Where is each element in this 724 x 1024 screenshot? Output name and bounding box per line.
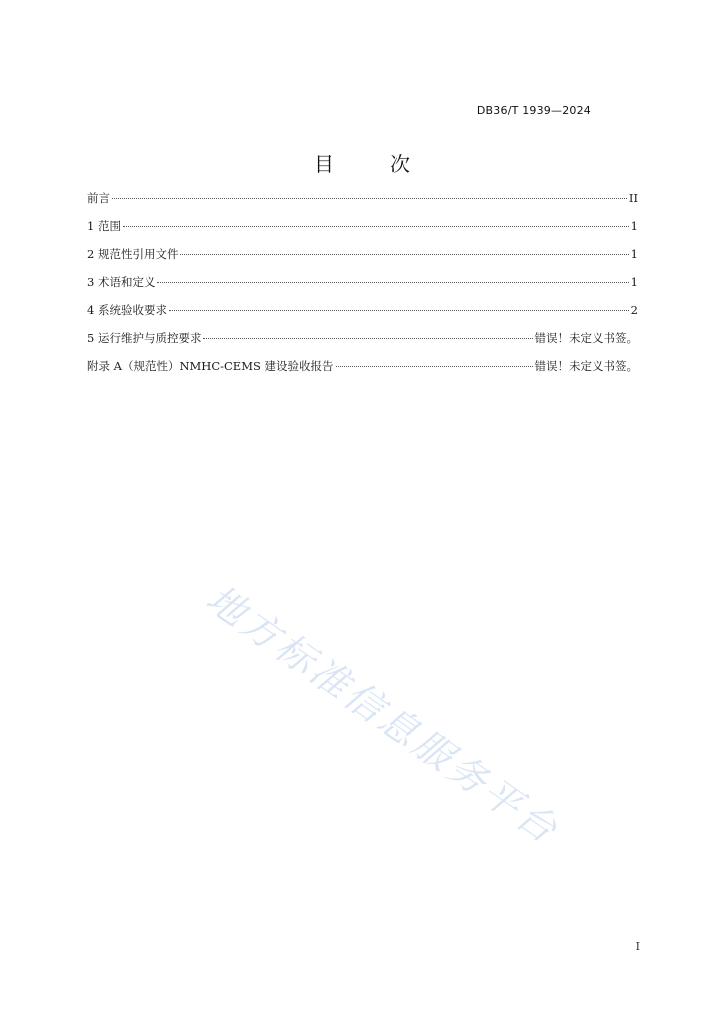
toc-entry-page: 1 [630, 219, 638, 233]
page-number: I [635, 940, 640, 953]
toc-title: 目 次 [314, 152, 428, 176]
toc-dot-leader [203, 338, 532, 339]
toc-entry-page: 2 [630, 303, 638, 317]
toc-entry-page: 错误！未定义书签。 [534, 359, 638, 373]
toc-entry-terms-definitions[interactable] [87, 274, 638, 302]
toc-entry-label: 4 系统验收要求 [87, 303, 167, 317]
toc-entry-normative-references[interactable] [87, 246, 638, 274]
table-of-contents [87, 190, 638, 386]
toc-entry-scope[interactable] [87, 218, 638, 246]
toc-dot-leader [157, 282, 628, 283]
toc-entry-foreword[interactable] [87, 190, 638, 218]
toc-entry-page: 1 [630, 247, 638, 261]
toc-entry-maintenance-qc[interactable] [87, 330, 638, 358]
standard-code: DB36/T 1939—2024 [476, 104, 591, 117]
toc-entry-appendix-a[interactable] [87, 358, 638, 386]
toc-entry-label: 附录 A（规范性）NMHC-CEMS 建设验收报告 [87, 359, 334, 373]
toc-entry-label: 5 运行维护与质控要求 [87, 331, 202, 345]
toc-entry-label: 2 规范性引用文件 [87, 247, 179, 261]
watermark-text: 地方标准信息服务平台 [198, 576, 568, 854]
toc-dot-leader [180, 254, 628, 255]
toc-entry-label: 前言 [87, 191, 110, 205]
toc-dot-leader [169, 310, 629, 311]
toc-entry-label: 1 范围 [87, 219, 121, 233]
toc-entry-page: 错误！未定义书签。 [534, 331, 638, 345]
toc-entry-acceptance-requirements[interactable] [87, 302, 638, 330]
toc-dot-leader [112, 198, 627, 199]
toc-entry-page: 1 [630, 275, 638, 289]
toc-entry-label: 3 术语和定义 [87, 275, 156, 289]
toc-entry-page: II [628, 191, 638, 205]
toc-dot-leader [336, 366, 533, 367]
toc-dot-leader [123, 226, 629, 227]
